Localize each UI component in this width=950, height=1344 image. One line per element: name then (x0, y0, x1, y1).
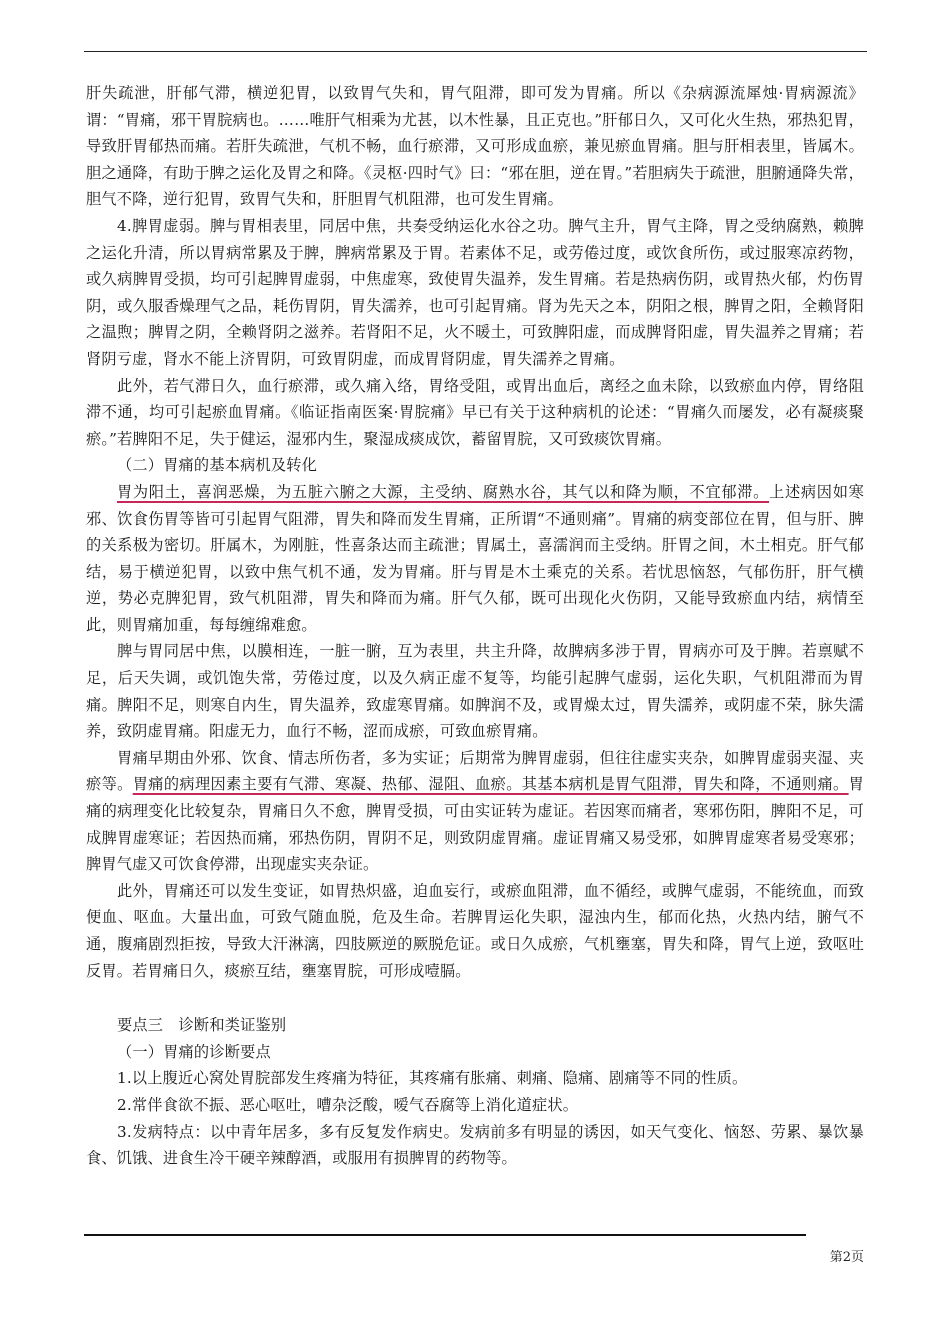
footer-rule (84, 1234, 806, 1236)
paragraph-liver-qi: 肝失疏泄，肝郁气滞，横逆犯胃，以致胃气失和，胃气阻滞，即可发为胃痛。所以《杂病源流犀烛·胃病源流》谓：“胃痛，邪干胃脘病也。……唯肝气相乘为尤甚，以木性暴，且正克也。”肝郁日久，又可化火生热，邪热犯胃，导致肝胃郁热而痛。若肝失疏泄，气机不畅，血行瘀滞，又可形成血瘀，兼见瘀血胃痛。胆与肝相表里，皆属木。胆之通降，有助于脾之运化及胃之和降。《灵枢·四时气》曰：“邪在胆，逆在胃。”若胆病失于疏泄，胆腑通降失常，胆气不降，逆行犯胃，致胃气失和，肝胆胃气机阻滞，也可发生胃痛。 (86, 84, 864, 209)
paragraph-stomach-yang-earth (86, 479, 864, 639)
paragraph-blood-stasis: 此外，若气滞日久，血行瘀滞，或久痛入络，胃络受阻，或胃出血后，离经之血未除，以致瘀血内停，胃络阻滞不通，均可引起瘀血胃痛。《临证指南医案·胃脘痛》早已有关于这种病机的论述：“胃痛久而屡发，必有凝痰聚瘀。”若脾阳不足，失于健运，湿邪内生，聚湿成痰成饮，蓄留胃脘，又可致痰饮胃痛。 (86, 376, 864, 448)
underlined-annotation: 胃为阳土，喜润恶燥，为五脏六腑之大源，主受纳、腐熟水谷，其气以和降为顺，不宜郁滞。 (117, 482, 770, 501)
paragraph-complications: 此外，胃痛还可以发生变证，如胃热炽盛，迫血妄行，或瘀血阻滞，血不循经，或脾气虚弱，不能统血，而致便血、呕血。大量出血，可致气随血脱，危及生命。若脾胃运化失职，湿浊内生，郁而化热，火热内结，腑气不通，腹痛剧烈拒按，导致大汗淋漓，四肢厥逆的厥脱危证。或日久成瘀，气机壅塞，胃失和降，胃气上逆，致呕吐反胃。若胃痛日久，痰瘀互结，壅塞胃脘，可形成噎膈。 (86, 881, 864, 980)
underlined-annotation: 胃痛的病理因素主要有气滞、寒凝、热郁、湿阻、血瘀。其基本病机是胃气阻滞，胃失和降，不通则痛。 (132, 775, 849, 794)
paragraph-text: 上述病因如寒邪、饮食伤胃等皆可引起胃气阻滞，胃失和降而发生胃痛，正所谓“不通则痛”。胃痛的病变部位在胃，但与肝、脾的关系极为密切。肝属木，为刚脏，性喜条达而主疏泄；胃属土，喜濡润而主受纳。肝胃之间，木土相克。肝气郁结，易于横逆犯胃，以致中焦气机不通，发为胃痛。肝与胃是木土乘克的关系。若忧思恼怒，气郁伤肝，肝气横逆，势必克脾犯胃，致气机阻滞，胃失和降而为痛。肝气久郁，既可出现化火伤阴，又能导致瘀血内结，病情至此，则胃痛加重，每每缠绵难愈。 (86, 482, 865, 634)
subsection-heading-diagnosis-points: （一）胃痛的诊断要点 (117, 1042, 271, 1061)
list-item: 1.以上腹近心窝处胃脘部发生疼痛为特征，其疼痛有胀痛、刺痛、隐痛、剧痛等不同的性质。 (117, 1069, 748, 1088)
list-item: 3.发病特点：以中青年居多，多有反复发作病史。发病前多有明显的诱因，如天气变化、恼怒、劳累、暴饮暴食、饥饿、进食生冷干硬辛辣醇酒，或服用有损脾胃的药物等。 (86, 1122, 864, 1168)
spacer (86, 984, 864, 1012)
paragraph-spleen-relation: 脾与胃同居中焦，以膜相连，一脏一腑，互为表里，共主升降，故脾病多涉于胃，胃病亦可及于脾。若禀赋不足，后天失调，或饥饱失常，劳倦过度，以及久病正虚不复等，均能引起脾气虚弱，运化失职，气机阻滞而为胃痛。脾阳不足，则寒自内生，胃失温养，致虚寒胃痛。如脾润不及，或胃燥太过，胃失濡养，或阴虚不荣，脉失濡养，致阴虚胃痛。阳虚无力，血行不畅，涩而成瘀，可致血瘀胃痛。 (86, 642, 864, 741)
section-heading-pathogenesis: （二）胃痛的基本病机及转化 (117, 456, 318, 475)
header-rule (84, 51, 867, 52)
section-heading-diagnosis: 要点三 诊断和类证鉴别 (117, 1016, 287, 1035)
paragraph-text: 胃痛早期由外邪、饮食、情志所伤者，多为实证；后期常为脾胃虚弱，但往往虚实夹杂，如脾胃虚弱夹湿、夹瘀等。 (86, 748, 864, 794)
paragraph-text: 胃痛的病理变化比较复杂，胃痛日久不愈，脾胃受损，可由实证转为虚证。若因寒而痛者，寒邪伤阳，脾阳不足，可成脾胃虚寒证；若因热而痛，邪热伤阴，胃阴不足，则致阴虚胃痛。虚证胃痛又易受邪，如脾胃虚寒者易受寒邪；脾胃气虚又可饮食停滞，出现虚实夹杂证。 (86, 775, 865, 874)
paragraph-spleen-stomach-weakness: 4.脾胃虚弱。脾与胃相表里，同居中焦，共奏受纳运化水谷之功。脾气主升，胃气主降，胃之受纳腐熟，赖脾之运化升清，所以胃病常累及于脾，脾病常累及于胃。若素体不足，或劳倦过度，或饮食所伤，或过服寒凉药物，或久病脾胃受损，均可引起脾胃虚弱，中焦虚寒，致使胃失温养，发生胃痛。若是热病伤阴，或胃热火郁，灼伤胃阴，或久服香燥理气之品，耗伤胃阴，胃失濡养，也可引起胃痛。肾为先天之本，阴阳之根，脾胃之阳，全赖肾阳之温煦；脾胃之阴，全赖肾阴之滋养。若肾阳不足，火不暖土，可致脾阳虚，而成脾肾阳虚，胃失温养之胃痛；若肾阴亏虚，肾水不能上济胃阴，可致胃阴虚，而成胃肾阴虚，胃失濡养之胃痛。 (86, 216, 864, 368)
paragraph-pathological-factors (86, 745, 864, 878)
list-item: 2.常伴食欲不振、恶心呕吐，嘈杂泛酸，嗳气吞腐等上消化道症状。 (117, 1095, 579, 1114)
document-body (86, 80, 864, 1172)
page-number: 第2页 (829, 1250, 864, 1265)
